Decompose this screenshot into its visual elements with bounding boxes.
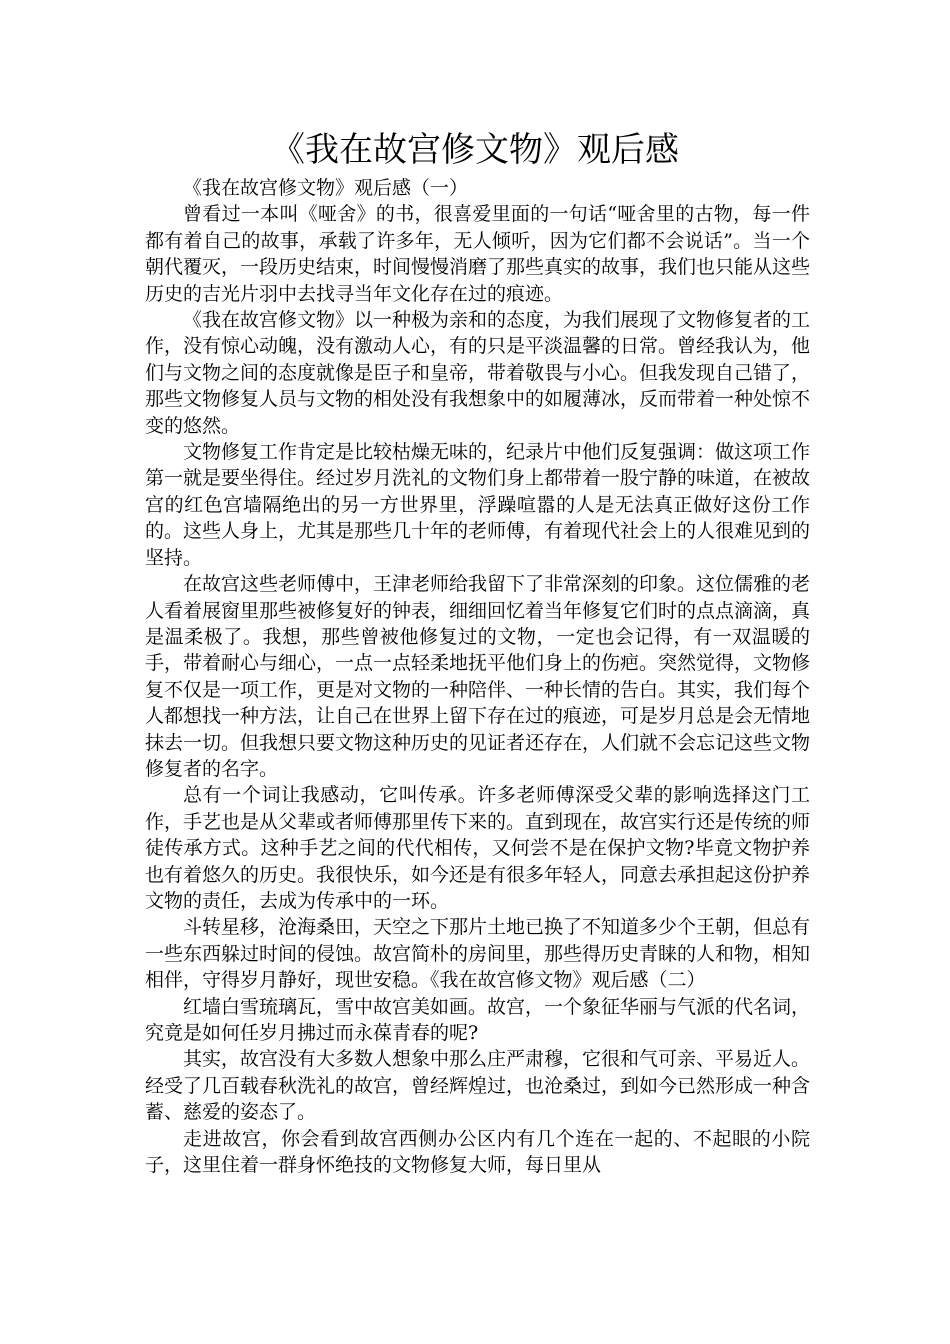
paragraph: 文物修复工作肯定是比较枯燥无味的，纪录片中他们反复强调：做这项工作第一就是要坐得住。经过岁月洗礼的文物们身上都带着一股宁静的味道，在被故宫的红色宫墙隔绝出的另一方世界里，浮躁喧嚣的人是无法真正做好这份工作的。这些人身上，尤其是那些几十年的老师傅，有着现代社会上的人很难见到的坚持。	[145, 441, 811, 569]
paragraph: 红墙白雪琉璃瓦，雪中故宫美如画。故宫，一个象征华丽与气派的代名词，究竟是如何任岁月拂过而永葆青春的呢?	[145, 995, 811, 1044]
paragraph: 其实，故宫没有大多数人想象中那么庄严肃穆，它很和气可亲、平易近人。经受了几百载春秋洗礼的故宫，曾经辉煌过，也沧桑过，到如今已然形成一种含蓄、慈爱的姿态了。	[145, 1048, 811, 1124]
document-body	[145, 175, 810, 1178]
paragraph: 在故宫这些老师傅中，王津老师给我留下了非常深刻的印象。这位儒雅的老人看着展窗里那些被修复好的钟表，细细回忆着当年修复它们时的点点滴滴，真是温柔极了。我想，那些曾被他修复过的文物，一定也会记得，有一双温暖的手，带着耐心与细心，一点一点轻柔地抚平他们身上的伤疤。突然觉得，文物修复不仅是一项工作，更是对文物的一种陪伴、一种长情的告白。其实，我们每个人都想找一种方法，让自己在世界上留下存在过的痕迹，可是岁月总是会无情地抹去一切。但我想只要文物这种历史的见证者还存在，人们就不会忘记这些文物修复者的名字。	[145, 573, 811, 780]
paragraph-subtitle-1: 《我在故宫修文物》观后感（一）	[183, 177, 469, 199]
document-title: 《我在故宫修文物》观后感	[271, 130, 679, 170]
paragraph: 走进故宫，你会看到故宫西侧办公区内有几个连在一起的、不起眼的小院子，这里住着一群身怀绝技的文物修复大师，每日里从	[145, 1127, 810, 1177]
paragraph: 斗转星移，沧海桑田，天空之下那片土地已换了不知道多少个王朝，但总有一些东西躲过时间的侵蚀。故宫简朴的房间里，那些得历史青睐的人和物，相知相伴，守得岁月静好，现世安稳。《我在故宫修文物》观后感（二）	[145, 916, 811, 992]
paragraph: 总有一个词让我感动，它叫传承。许多老师傅深受父辈的影响选择这门工作，手艺也是从父辈或者师傅那里传下来的。直到现在，故宫实行还是传统的师徒传承方式。这种手艺之间的代代相传，又何尝不是在保护文物?毕竟文物护养也有着悠久的历史。我很快乐，如今还是有很多年轻人，同意去承担起这份护养文物的责任，去成为传承中的一环。	[145, 784, 811, 912]
paragraph: 曾看过一本叫《哑舍》的书，很喜爱里面的一句话“哑舍里的古物，每一件都有着自己的故事，承载了许多年，无人倾听，因为它们都不会说话”。当一个朝代覆灭，一段历史结束，时间慢慢消磨了那些真实的故事，我们也只能从这些历史的吉光片羽中去找寻当年文化存在过的痕迹。	[145, 203, 811, 305]
paragraph: 《我在故宫修文物》以一种极为亲和的态度，为我们展现了文物修复者的工作，没有惊心动魄，没有激动人心，有的只是平淡温馨的日常。曾经我认为，他们与文物之间的态度就像是臣子和皇帝，带着敬畏与小心。但我发现自己错了，那些文物修复人员与文物的相处没有我想象中的如履薄冰，反而带着一种处惊不变的悠然。	[145, 309, 811, 437]
